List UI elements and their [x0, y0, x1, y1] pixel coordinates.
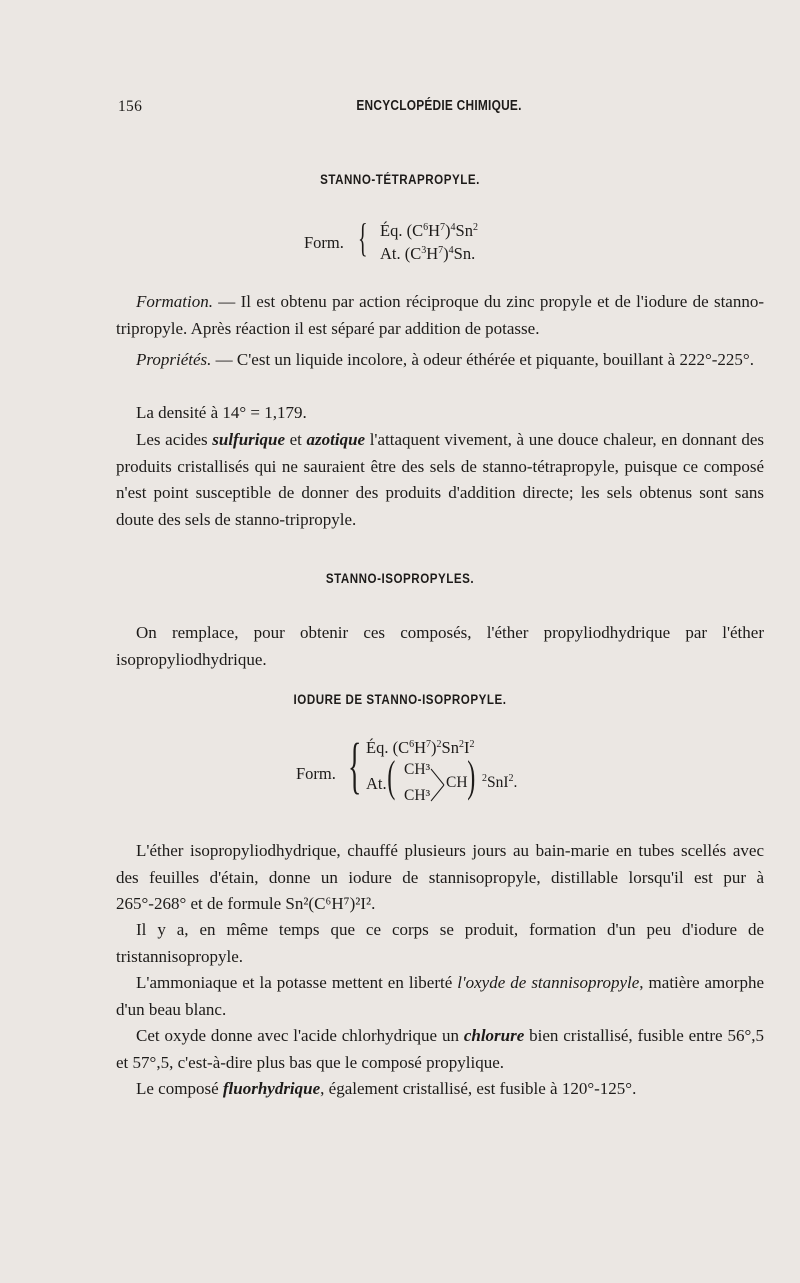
acide-sulfurique: sulfurique	[212, 430, 286, 449]
section-title-stanno-isopropyles: STANNO-ISOPROPYLES.	[325, 571, 475, 586]
formula-at-line	[380, 243, 475, 265]
formula-eq-prefix: Éq.	[366, 738, 389, 757]
p5-pre: Le composé	[136, 1079, 223, 1098]
brace-icon: {	[358, 215, 368, 260]
p4-chlorure: chlorure	[463, 1026, 525, 1045]
section-title-stanno-tetrapropyle: STANNO-TÉTRAPROPYLE.	[320, 172, 480, 187]
paragraph-iodure-5	[116, 1076, 764, 1103]
paragraph-acides	[116, 427, 764, 533]
acides-post: l'attaquent vivement, à une douce chaleur, en donnant des produits cristallisés qui ne sauraient être des sels de stanno-tétrapropyle, puisque ce composé n'est point susceptible de donner des produits d'addition directe; les sels obtenus sont sans doute des sels de stanno-tripropyle.	[116, 430, 764, 529]
proprietes-label: Propriétés.	[136, 350, 212, 369]
bond-lines-icon	[430, 765, 446, 805]
formula-eq-line	[380, 220, 478, 242]
p3-post: , matière amorphe d'un beau blanc.	[116, 973, 764, 1019]
formula-at-value: $(C^3H^7)^4Sn$.	[404, 244, 476, 263]
paragraph-densite: La densité à 14° = 1,179.	[136, 403, 307, 422]
brace-icon: {	[348, 732, 362, 800]
formula-at-suffix: $^2$SnI$^2$.	[482, 773, 518, 791]
formula-label: Form.	[304, 233, 344, 252]
page-number: 156	[118, 98, 143, 115]
paragraph-proprietes	[116, 347, 764, 374]
isopropyl-top: CH³	[404, 761, 431, 778]
formula-label: Form.	[296, 764, 336, 783]
paragraph-isopropyles: On remplace, pour obtenir ces composés, l'éther propyliodhydrique par l'éther isopropyliodhydrique.	[116, 623, 764, 669]
acide-azotique: azotique	[306, 430, 366, 449]
formula-eq-value: $(C^6H^7)^2Sn^2I^2$	[392, 738, 475, 757]
p5-fluorhydrique: fluorhydrique	[222, 1079, 321, 1098]
acides-pre: Les acides	[136, 430, 213, 449]
paragraph-formation	[116, 289, 764, 342]
p3-oxyde: l'oxyde de stannisopropyle	[457, 973, 640, 992]
p5-post: , également cristallisé, est fusible à 120°-125°.	[320, 1079, 637, 1098]
formula-eq-prefix: Éq.	[380, 221, 403, 240]
formula-at-prefix: At.	[366, 774, 387, 793]
formula-eq-value: $(C^6H^7)^4Sn^2$	[406, 221, 478, 240]
p4-post: bien cristallisé, fusible entre 56°,5 et 57°,5, c'est-à-dire plus bas que le composé propylique.	[116, 1026, 764, 1072]
isopropyl-bottom: CH³	[404, 787, 431, 804]
section-title-iodure: IODURE DE STANNO-ISOPROPYLE.	[293, 692, 507, 707]
acides-mid: et	[285, 430, 307, 449]
paragraph-iodure-3	[116, 970, 764, 1023]
formation-text: — Il est obtenu par action réciproque du zinc propyle et de l'iodure de stanno-tripropyle. Après réaction il est séparé par addition de potasse.	[116, 292, 764, 338]
p3-pre: L'ammoniaque et la potasse mettent en liberté	[136, 973, 458, 992]
running-title: ENCYCLOPÉDIE CHIMIQUE.	[356, 98, 522, 114]
formula-stanno-tetrapropyle	[304, 215, 564, 270]
formation-label: Formation.	[136, 292, 213, 311]
paragraph-iodure-4	[116, 1023, 764, 1076]
paragraph-iodure-1: L'éther isopropyliodhydrique, chauffé plusieurs jours au bain-marie en tubes scellés avec des feuilles d'étain, donne un iodure de stannisopropyle, distillable lorsqu'il est pur à 265°-268° et de formule Sn²(C⁶H⁷)²I².	[116, 841, 764, 913]
isopropyl-ch: CH	[446, 774, 468, 791]
formula-eq-line	[366, 737, 474, 759]
p4-pre: Cet oxyde donne avec l'acide chlorhydrique un	[136, 1026, 464, 1045]
close-paren-icon: )	[467, 752, 476, 801]
paragraph-iodure-2: Il y a, en même temps que ce corps se produit, formation d'un peu d'iodure de tristannisopropyle.	[116, 920, 764, 966]
formula-iodure	[296, 732, 576, 807]
proprietes-text: — C'est un liquide incolore, à odeur éthérée et piquante, bouillant à 222°-225°.	[211, 350, 754, 369]
open-paren-icon: (	[387, 752, 396, 801]
formula-at-prefix: At.	[380, 244, 401, 263]
